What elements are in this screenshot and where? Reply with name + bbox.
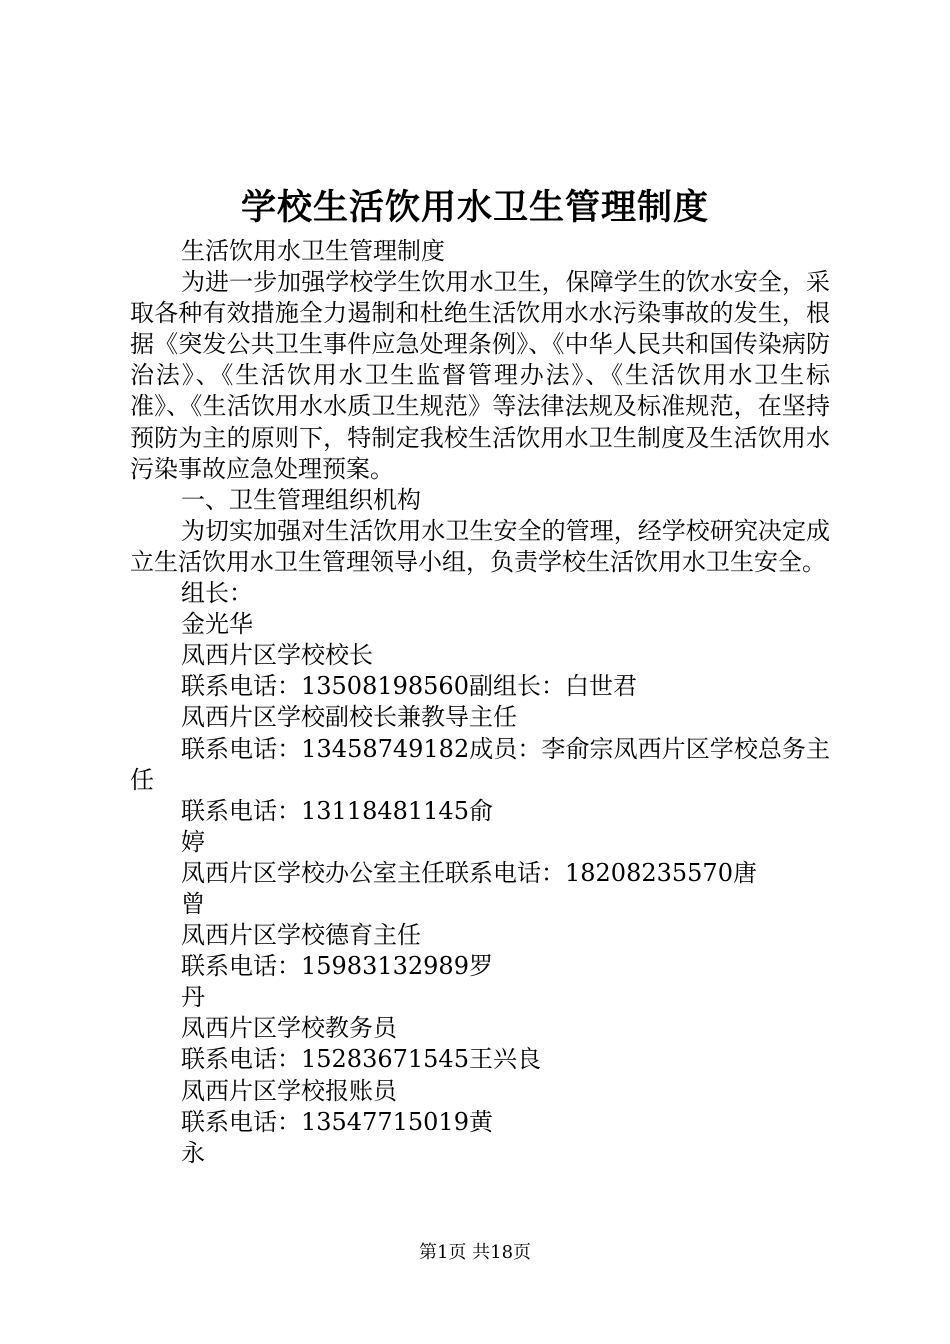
paragraph-member-title-2: 凤西片区学校教务员 <box>181 1014 397 1043</box>
paragraph-name-fragment-4: 永 <box>181 1138 205 1167</box>
paragraph-contact-2: 联系电话：13458749182成员：李俞宗凤西片区学校总务主任 <box>130 734 830 794</box>
paragraph-intro: 为进一步加强学校学生饮用水卫生，保障学生的饮水安全，采取各种有效措施全力遏制和杜绝生活饮用水水污染事故的发生，根据《突发公共卫生事件应急处理条例》、《中华人民共和国传染病防治法》、《生活饮用水卫生监督管理办法》、《生活饮用水卫生标准》、《生活饮用水水质卫生规范》等法律法规及标准规范，在坚持预防为主的原则下，特制定我校生活饮用水卫生制度及生活饮用水污染事故应急处理预案。 <box>130 268 830 483</box>
paragraph-name-fragment-1: 婷 <box>181 827 205 856</box>
paragraph-deputy-title: 凤西片区学校副校长兼教导主任 <box>181 703 517 732</box>
page-footer: 第1页 共18页 <box>418 1242 532 1263</box>
paragraph-contact-1: 联系电话：13508198560副组长：白世君 <box>181 672 637 701</box>
paragraph-contact-6: 联系电话：15283671545王兴良 <box>181 1045 541 1074</box>
paragraph-subtitle: 生活饮用水卫生管理制度 <box>181 237 445 265</box>
paragraph-contact-5: 联系电话：15983132989罗 <box>181 952 493 981</box>
paragraph-section-body: 为切实加强对生活饮用水卫生安全的管理，经学校研究决定成立生活饮用水卫生管理领导小组，负责学校生活饮用水卫生安全。 <box>130 516 830 576</box>
paragraph-leader-name: 金光华 <box>181 610 253 639</box>
paragraph-contact-3: 联系电话：13118481145俞 <box>181 796 493 825</box>
document-title: 学校生活饮用水卫生管理制度 <box>240 187 709 228</box>
paragraph-contact-4: 凤西片区学校办公室主任联系电话：18208235570唐 <box>181 858 757 887</box>
paragraph-leader-label: 组长： <box>181 579 253 608</box>
paragraph-section-heading: 一、卫生管理组织机构 <box>181 485 421 514</box>
document-body <box>130 236 830 1169</box>
paragraph-member-title-3: 凤西片区学校报账员 <box>181 1076 397 1105</box>
paragraph-name-fragment-3: 丹 <box>181 983 205 1012</box>
paragraph-name-fragment-2: 曾 <box>181 889 205 918</box>
paragraph-leader-title: 凤西片区学校校长 <box>181 641 373 670</box>
paragraph-contact-7: 联系电话：13547715019黄 <box>181 1107 493 1136</box>
paragraph-member-title-1: 凤西片区学校德育主任 <box>181 921 421 950</box>
